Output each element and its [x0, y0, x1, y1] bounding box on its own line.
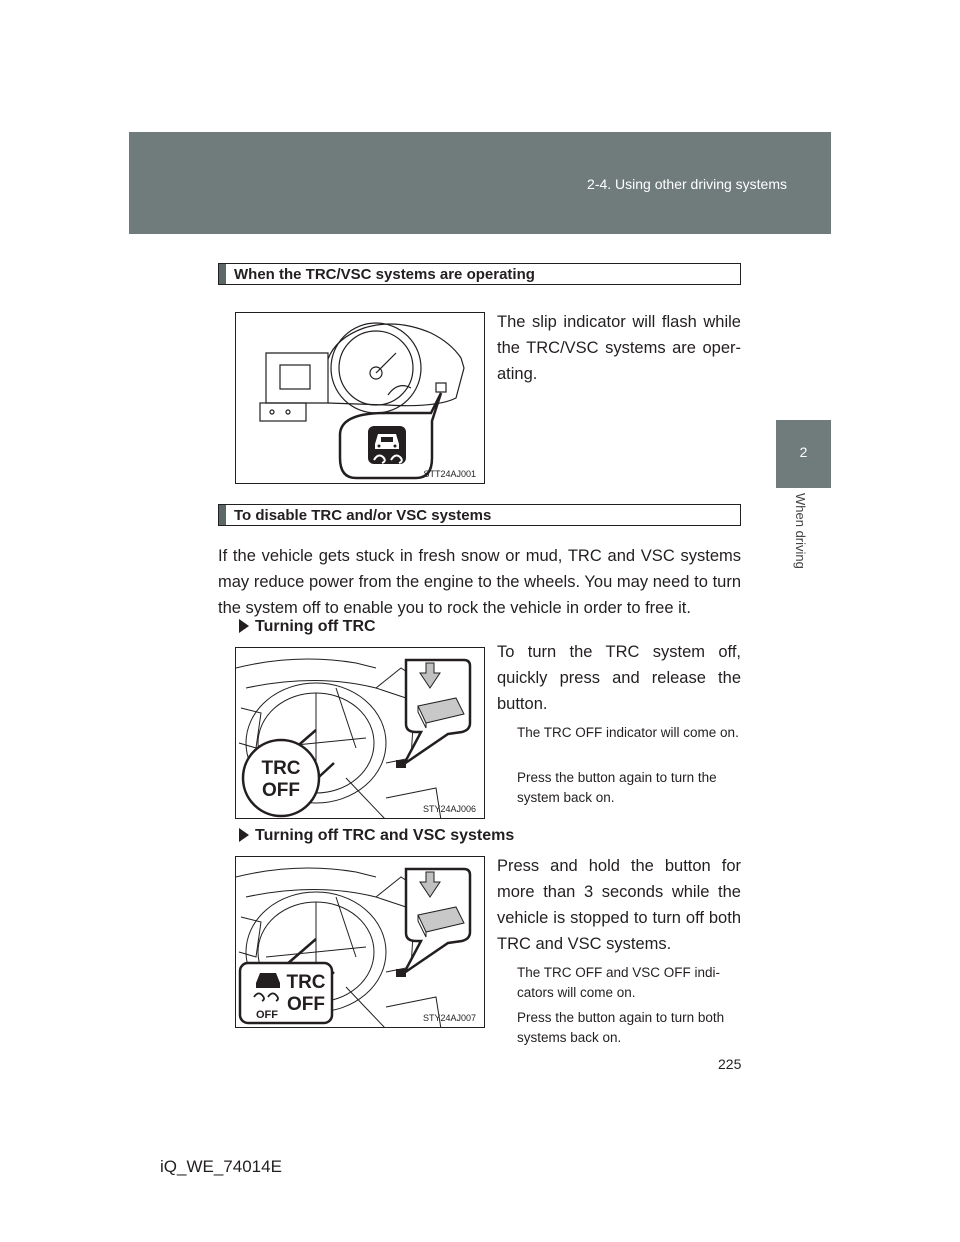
section-heading-text: When the TRC/VSC systems are operating — [234, 266, 535, 283]
page-number: 225 — [718, 1056, 742, 1072]
item2-note1: The TRC OFF and VSC OFF indi- cators will come on. — [517, 965, 721, 1000]
section-breadcrumb: 2-4. Using other driving systems — [587, 176, 787, 192]
chapter-number: 2 — [799, 444, 808, 460]
heading-bar — [219, 505, 226, 525]
figure-code: STY24AJ006 — [422, 804, 476, 814]
chapter-label: When driving — [793, 493, 808, 569]
trc-indicator-line1: TRC — [261, 758, 301, 779]
bullet-triangle-icon — [239, 619, 249, 633]
bullet-title: Turning off TRC — [255, 618, 376, 635]
item2-note2: Press the button again to turn both systems back on. — [517, 1010, 725, 1045]
dashboard-trc-icon — [236, 648, 485, 819]
heading-bar — [219, 264, 226, 284]
section-heading-operating — [218, 263, 741, 285]
operating-description: The slip indicator will flash while the TRC/VSC systems are oper- ating. — [497, 313, 741, 383]
bullet-title: Turning off TRC and VSC systems — [255, 827, 515, 844]
item1-description: To turn the TRC system off, quickly press and release the button. — [497, 643, 741, 713]
section-heading-disable — [218, 504, 741, 526]
vsc-off-label: OFF — [256, 1009, 278, 1021]
item1-note2: Press the button again to turn the system back on. — [517, 770, 717, 805]
header-band — [129, 132, 831, 234]
bullet-triangle-icon — [239, 828, 249, 842]
figure-code: STT24AJ001 — [423, 469, 476, 479]
section-heading-text: To disable TRC and/or VSC systems — [234, 507, 492, 524]
meter-cluster-icon — [236, 313, 485, 484]
figure-code: STY24AJ007 — [422, 1013, 476, 1023]
meter-illustration — [235, 312, 485, 484]
trc-vsc-button-illustration — [235, 856, 485, 1028]
disable-intro: If the vehicle gets stuck in fresh snow or mud, TRC and VSC systems may reduce power from the engine to the wheels. You may need to turn the system off to enable you to rock the vehicle in order to free it. — [218, 547, 741, 617]
bullet-turning-off-trc-vsc — [239, 827, 514, 845]
trc-button-illustration — [235, 647, 485, 819]
dashboard-trc-vsc-icon — [236, 857, 485, 1028]
trc-indicator-line2: OFF — [262, 780, 300, 801]
item2-description: Press and hold the button for more than 3 seconds while the vehicle is stopped to turn off both TRC and VSC systems. — [497, 857, 741, 953]
item1-note1: The TRC OFF indicator will come on. — [517, 725, 739, 740]
document-code: iQ_WE_74014E — [160, 1157, 282, 1176]
chapter-tab[interactable] — [776, 420, 831, 488]
bullet-turning-off-trc — [239, 618, 376, 636]
trc-indicator-line2: OFF — [287, 994, 325, 1015]
trc-indicator-line1: TRC — [286, 972, 326, 993]
